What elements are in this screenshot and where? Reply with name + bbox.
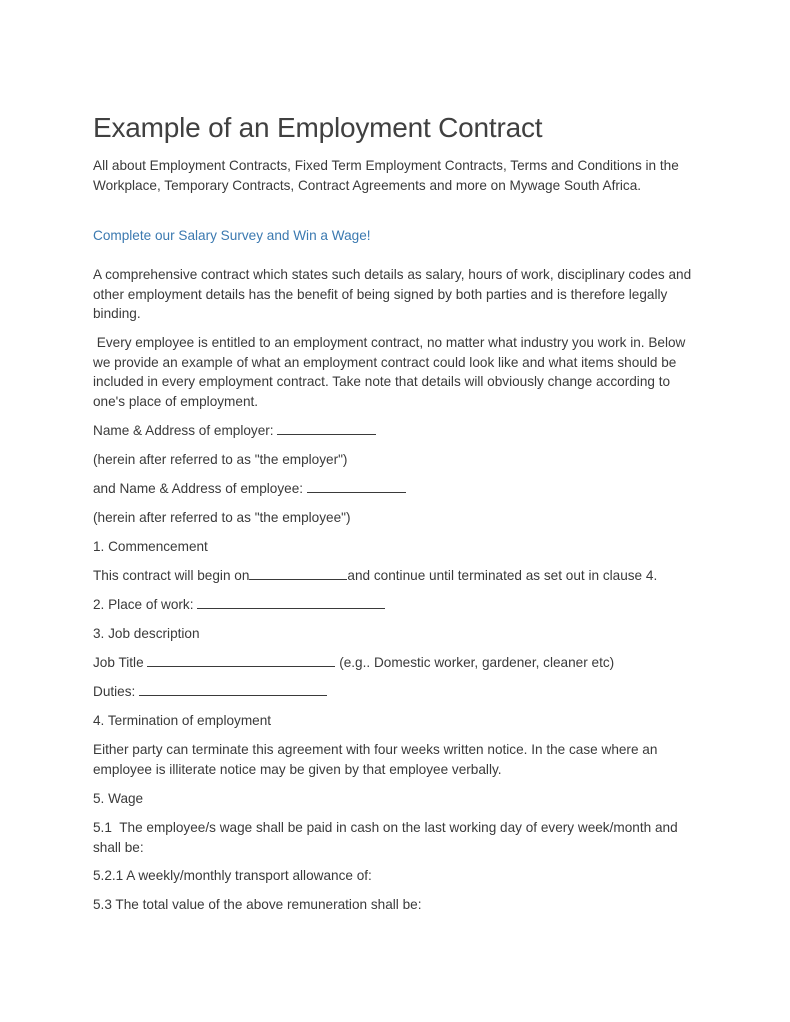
wage-clause-5-3: 5.3 The total value of the above remuneration shall be: (93, 897, 422, 912)
job-title-label: Job Title (93, 655, 144, 670)
commencement-heading: 1. Commencement (93, 539, 208, 554)
job-title-hint: (e.g.. Domestic worker, gardener, cleaner etc) (339, 655, 615, 670)
page-title: Example of an Employment Contract (93, 112, 543, 143)
employee-label: and Name & Address of employee: (93, 481, 304, 496)
job-title-blank[interactable] (147, 654, 335, 667)
employee-reference: (herein after referred to as "the employee") (93, 510, 351, 525)
termination-paragraph: Either party can terminate this agreement with four weeks written notice. In the case where an employee is illiterate notice may be given by that employee verbally. (93, 742, 658, 777)
paragraph-comprehensive-contract: A comprehensive contract which states such details as salary, hours of work, disciplinary codes and other employment details has the benefit of being signed by both parties and is therefore legally binding. (93, 267, 692, 321)
employee-field-row (93, 479, 406, 499)
termination-heading: 4. Termination of employment (93, 713, 272, 728)
duties-row (93, 682, 327, 702)
wage-clause-5-1: 5.1 The employee/s wage shall be paid in cash on the last working day of every week/month and shall be: (93, 820, 682, 855)
wage-clause-5-2-1: 5.2.1 A weekly/monthly transport allowance of: (93, 868, 372, 883)
place-of-work-row (93, 595, 385, 615)
employer-reference: (herein after referred to as "the employer") (93, 452, 348, 467)
employee-blank[interactable] (307, 480, 406, 493)
job-title-row (93, 653, 614, 673)
salary-survey-link[interactable]: Complete our Salary Survey and Win a Wage! (93, 228, 371, 243)
paragraph-every-employee: Every employee is entitled to an employment contract, no matter what industry you work in. Below we provide an example of what an employment contract could look like and what items should be included in every employment contract. Take note that details will obviously change according to one's place of employment. (93, 335, 690, 409)
place-of-work-label: 2. Place of work: (93, 597, 194, 612)
commencement-after: and continue until terminated as set out in clause 4. (347, 568, 658, 583)
employer-blank[interactable] (277, 422, 376, 435)
commencement-row (93, 566, 657, 586)
wage-heading: 5. Wage (93, 791, 144, 806)
commencement-before: This contract will begin on (93, 568, 250, 583)
job-description-heading: 3. Job description (93, 626, 200, 641)
place-of-work-blank[interactable] (197, 596, 385, 609)
commencement-date-blank[interactable] (249, 567, 347, 580)
intro-paragraph: All about Employment Contracts, Fixed Term Employment Contracts, Terms and Conditions in the Workplace, Temporary Contracts, Contract Agreements and more on Mywage South Africa. (93, 158, 679, 193)
employer-field-row (93, 421, 376, 441)
employer-label: Name & Address of employer: (93, 423, 274, 438)
duties-label: Duties: (93, 684, 136, 699)
duties-blank[interactable] (139, 683, 327, 696)
